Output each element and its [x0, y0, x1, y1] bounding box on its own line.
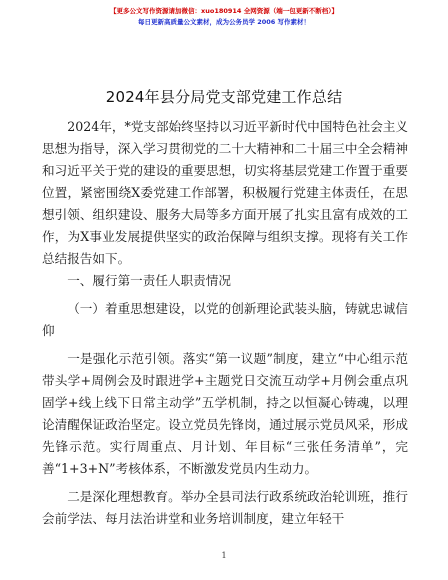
body-paragraph: 一是强化示范引领。落实“第一议题”制度，建立“中心组示范带头学+周例会及时跟进学+主题党日交流互动学+月例会重点巩固学+线上线下日常主动学”五学机制，持之以恒凝心铸魂，以理论清醒保证政治坚定。设立党员先锋岗，通过展示党员风采，形成先锋示范。实行周重点、月计划、年目标“三张任务清单”，完善“1+3+N”考核体系，不断激发党员内生动力。	[42, 351, 408, 476]
document-body	[42, 116, 408, 530]
body-paragraph: 二是深化理想教育。举办全县司法行政系统政治轮训班，推行会前学法、每月法治讲堂和业务培训制度，建立年轻干	[42, 489, 408, 526]
intro-paragraph: 2024年，*党支部始终坚持以习近平新时代中国特色社会主义思想为指导，深入学习贯彻党的二十大精神和二十届三中全会精神和习近平关于党的建设的重要思想，切实将基层党建工作置于重要位置，紧密围绕X委党建工作部署，积极履行党建主体责任，在思想引领、组织建设、服务大局等多方面开展了扎实且富有成效的工作，为X事业发展提供坚实的政治保障与组织支撑。现将有关工作总结报告如下。	[42, 119, 408, 266]
section-heading: 一、履行第一责任人职责情况	[67, 273, 231, 288]
subsection-heading: （一）着重思想建设，以党的创新理论武装头脑，铸就忠诚信仰	[42, 301, 408, 338]
page-number: 1	[221, 551, 227, 560]
banner-line-1: 【更多公文写作资源请加微信：xuo180914 全网资源（端一包更新不断档）】	[110, 7, 338, 15]
promo-banner	[0, 6, 448, 28]
banner-line-2: 每日更新高质量公文素材，成为公务员学 2006 写作素材！	[137, 18, 311, 26]
document-title: 2024年县分局党支部党建工作总结	[105, 88, 343, 106]
